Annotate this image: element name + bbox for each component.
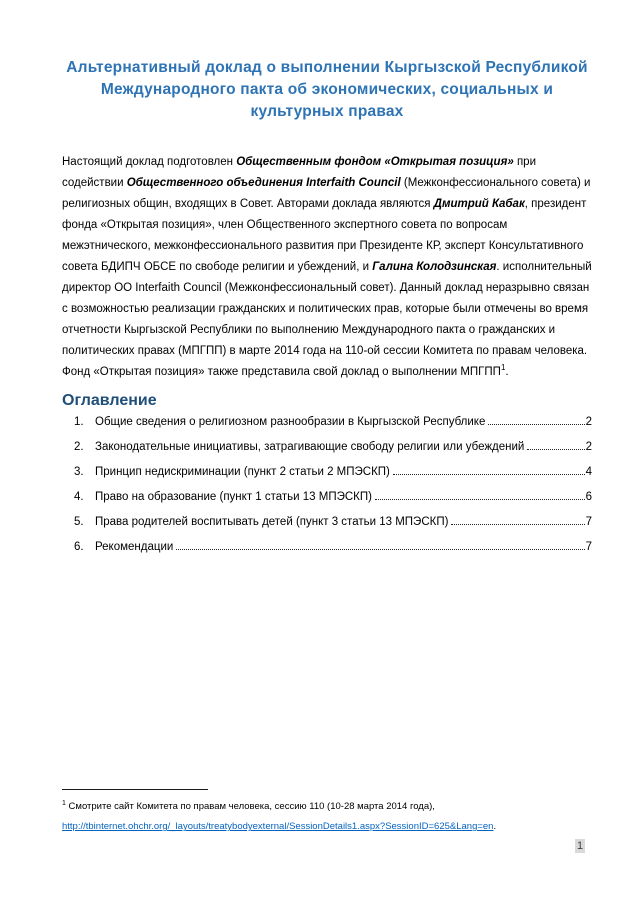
toc-entry-number: 3. xyxy=(74,466,84,478)
footnote-text: Смотрите сайт Комитета по правам человека, сессию 110 (10-28 марта 2014 года), xyxy=(65,801,435,813)
toc-entry[interactable] xyxy=(62,515,592,540)
toc-entry-title: Законодательные инициативы, затрагивающие свободу религии или убеждений xyxy=(95,441,525,453)
footnote-marker: 1 xyxy=(62,800,66,807)
toc-entry-number: 5. xyxy=(74,516,84,528)
toc-entry[interactable] xyxy=(62,415,592,440)
toc-list xyxy=(62,415,592,565)
toc-entry-number: 6. xyxy=(74,541,84,553)
toc-dot-leader xyxy=(176,549,584,550)
toc-dot-leader xyxy=(488,424,584,425)
toc-entry-page: 2 xyxy=(585,441,592,453)
page-number-field: 1 xyxy=(577,840,584,852)
toc-dot-leader xyxy=(527,449,584,450)
toc-entry[interactable] xyxy=(62,490,592,515)
toc-dot-leader xyxy=(393,474,585,475)
toc-dot-leader xyxy=(375,499,585,500)
toc-entry[interactable] xyxy=(62,465,592,490)
toc-entry-number: 2. xyxy=(74,441,84,453)
toc-entry-number: 1. xyxy=(74,416,84,428)
toc-entry-page: 4 xyxy=(585,466,592,478)
footnote xyxy=(62,794,592,837)
toc-entry-title: Общие сведения о религиозном разнообразии в Кыргызской Республике xyxy=(95,416,486,428)
footnote-link-period: . xyxy=(493,821,497,833)
document-title: Альтернативный доклад о выполнении Кыргызской Республикой Международного пакта об экономических, социальных и культурных правах xyxy=(66,59,588,120)
toc-entry-page: 2 xyxy=(585,416,592,428)
toc-entry-title: Право на образование (пункт 1 статьи 13 МПЭСКП) xyxy=(95,491,372,503)
toc-entry-title: Принцип недискриминации (пункт 2 статьи 2 МПЭСКП) xyxy=(95,466,390,478)
toc-entry[interactable] xyxy=(62,440,592,465)
footnote-link[interactable]: http://tbinternet.ohchr.org/_layouts/treatybodyexternal/SessionDetails1.aspx?SessionID=625&Lang=en xyxy=(62,821,494,833)
toc-entry-title: Рекомендации xyxy=(95,541,174,553)
footnote-separator xyxy=(62,789,208,790)
toc-entry-number: 4. xyxy=(74,491,84,503)
toc-entry-page: 7 xyxy=(585,516,592,528)
toc-dot-leader xyxy=(451,524,584,525)
intro-paragraph: Настоящий доклад подготовлен Общественным фондом «Открытая позиция» при содействии Общественного объединения Interfaith Council (Межконфессионального совета) и религиозных общин, входящих в Совет. Авторами доклада являются Дмитрий Кабак, президент фонда «Открытая позиция», член Общественного экспертного совета по вопросам межэтнического, межконфессионального развития при Президенте КР, эксперт Консультативного совета БДИПЧ ОБСЕ по свободе религии и убеждений, и Галина Колодзинская. исполнительный директор ОО Interfaith Council (Межконфессиональный совет). Данный доклад неразрывно связан с возможностью реализации гражданских и политических прав, которые были отмечены во время отчетности Кыргызской Республики по выполнению Международного пакта о гражданских и политических правах (МПГПП) в марте 2014 года на 110-ой сессии Комитета по правам человека. Фонд «Открытая позиция» также представила свой доклад о выполнении МПГПП$^1$. xyxy=(62,156,592,378)
toc-entry-title: Права родителей воспитывать детей (пункт 3 статьи 13 МПЭСКП) xyxy=(95,516,449,528)
toc-entry-page: 7 xyxy=(585,541,592,553)
toc-entry-page: 6 xyxy=(585,491,592,503)
toc-heading: Оглавление xyxy=(62,392,157,409)
toc-entry[interactable] xyxy=(62,540,592,565)
